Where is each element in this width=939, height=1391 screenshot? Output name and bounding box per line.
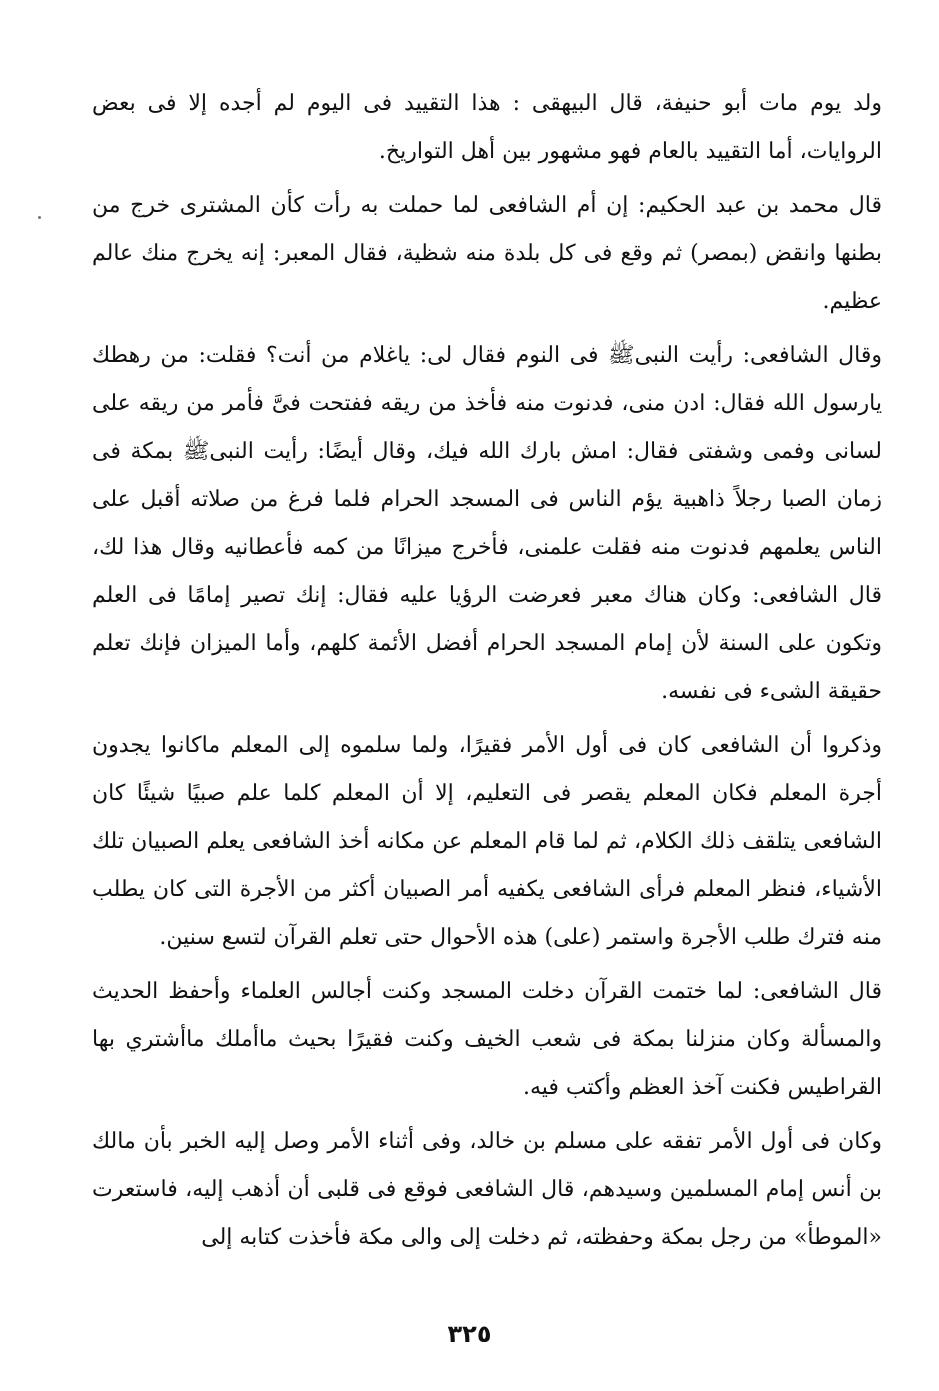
paragraph-2: قال محمد بن عبد الحكيم: إن أم الشافعى لما حملت به رأت كأن المشترى خرج من بطنها وانقض (بمصر) ثم وقع فى كل بلدة منه شظية، فقال المعبر: إنه يخرج منك عالم عظيم. (92, 193, 882, 314)
page-number: ٣٢٥ (447, 1320, 492, 1348)
body-text (92, 80, 882, 1262)
paragraph-1: ولد يوم مات أبو حنيفة، قال البيهقى : هذا التقييد فى اليوم لم أجده إلا فى بعض الروايات، أما التقييد بالعام فهو مشهور بين أهل التواريخ. (92, 91, 882, 164)
paragraph-6: وكان فى أول الأمر تفقه على مسلم بن خالد، وفى أثناء الأمر وصل إليه الخبر بأن مالك بن أنس إمام المسلمين وسيدهم، قال الشافعى فوقع فى قلبى أن أذهب إليه، فاستعرت «الموطأ» من رجل بمكة وحفظته، ثم دخلت إلى والى مكة فأخذت كتابه إلى (92, 1129, 882, 1250)
margin-speck (38, 216, 41, 219)
paragraph-3: وقال الشافعى: رأيت النبىﷺ فى النوم فقال لى: ياغلام من أنت؟ فقلت: من رهطك يارسول الله فقال: ادن منى، فدنوت منه فأخذ من ريقه ففتحت فىَّ فأمر من ريقه على لسانى وفمى وشفتى فقال: امش بارك الله فيك، وقال أيضًا: رأيت النبىﷺ بمكة فى زمان الصبا رجلاً ذاهبية يؤم الناس فى المسجد الحرام فلما فرغ من صلاته أقبل على الناس يعلمهم فدنوت منه فقلت علمنى، فأخرج ميزانًا من كمه فأعطانيه وقال هذا لك، قال الشافعى: وكان هناك معبر فعرضت الرؤيا عليه فقال: إنك تصير إمامًا فى العلم وتكون على السنة لأن إمام المسجد الحرام أفضل الأئمة كلهم، وأما الميزان فإنك تعلم حقيقة الشىء فى نفسه. (92, 343, 882, 704)
paragraph-4: وذكروا أن الشافعى كان فى أول الأمر فقيرًا، ولما سلموه إلى المعلم ماكانوا يجدون أجرة المعلم فكان المعلم يقصر فى التعليم، إلا أن المعلم كلما علم صبيًا شيئًا كان الشافعى يتلقف ذلك الكلام، ثم لما قام المعلم عن مكانه أخذ الشافعى يعلم الصبيان تلك الأشياء، فنظر المعلم فرأى الشافعى يكفيه أمر الصبيان أكثر من الأجرة التى كان يطلب منه فترك طلب الأجرة واستمر (على) هذه الأحوال حتى تعلم القرآن لتسع سنين. (92, 733, 882, 950)
paragraph-5: قال الشافعى: لما ختمت القرآن دخلت المسجد وكنت أجالس العلماء وأحفظ الحديث والمسألة وكان منزلنا بمكة فى شعب الخيف وكنت فقيرًا بحيث ماأملك ماأشتري بها القراطيس فكنت آخذ العظم وأكتب فيه. (92, 979, 882, 1100)
